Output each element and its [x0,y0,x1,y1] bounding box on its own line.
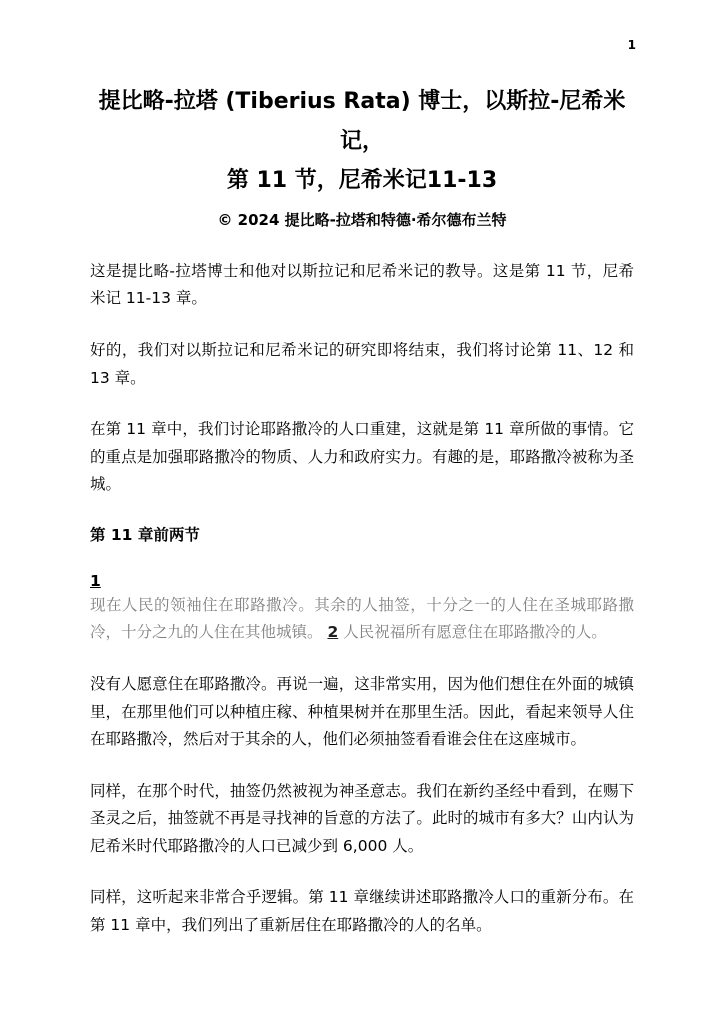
commentary-paragraph-1: 没有人愿意住在耶路撒冷。再说一遍，这非常实用，因为他们想住在外面的城镇里，在那里他们可以种植庄稼、种植果树并在那里生活。因此，看起来领导人住在耶路撒冷，然后对于其余的人，他们必须抽签看看谁会住在这座城市。 [90,674,634,749]
intro-paragraph-1: 这是提比略-拉塔博士和他对以斯拉记和尼希米记的教导。这是第 11 节，尼希米记 11-13 章。 [90,261,634,308]
title-line-1: 提比略-拉塔 (Tiberius Rata) 博士，以斯拉-尼希米记， [98,89,626,154]
intro-paragraph-3: 在第 11 章中，我们讨论耶路撒冷的人口重建，这就是第 11 章所做的事情。它的重点是加强耶路撒冷的物质、人力和政府实力。有趣的是，耶路撒冷被称为圣城。 [90,420,634,494]
commentary-paragraph-2: 同样，在那个时代，抽签仍然被视为神圣意志。我们在新约圣经中看到，在赐下圣灵之后，抽签就不再是寻找神的旨意的方法了。此时的城市有多大？山内认为尼希米时代耶路撒冷的人口已减少到 6,000 人。 [90,781,634,855]
document-title [90,82,634,201]
verse-2-number: 2 [327,623,339,642]
scripture-text [90,592,634,647]
page-number: 1 [627,38,636,52]
document-body [90,258,634,940]
verse-1-text: 现在人民的领袖住在耶路撒冷。其余的人抽签，十分之一的人住在圣城耶路撒冷，十分之九的人住在其他城镇。 [90,595,634,642]
copyright-line: © 2024 提比略-拉塔和特德·希尔德布兰特 [217,210,507,229]
verse-2-text: 人民祝福所有愿意住在耶路撒冷的人。 [343,623,607,642]
section-heading: 第 11 章前两节 [90,525,200,544]
title-line-2: 第 11 节，尼希米记11-13 [226,168,498,194]
commentary-paragraph-3: 同样，这听起来非常合乎逻辑。第 11 章继续讲述耶路撒冷人口的重新分布。在第 11 章中，我们列出了重新居住在耶路撒冷的人的名单。 [90,888,634,935]
scripture-quote [90,571,634,647]
intro-paragraph-2: 好的，我们对以斯拉记和尼希米记的研究即将结束，我们将讨论第 11、12 和 13 章。 [90,340,634,387]
verse-1-number: 1 [90,571,101,590]
